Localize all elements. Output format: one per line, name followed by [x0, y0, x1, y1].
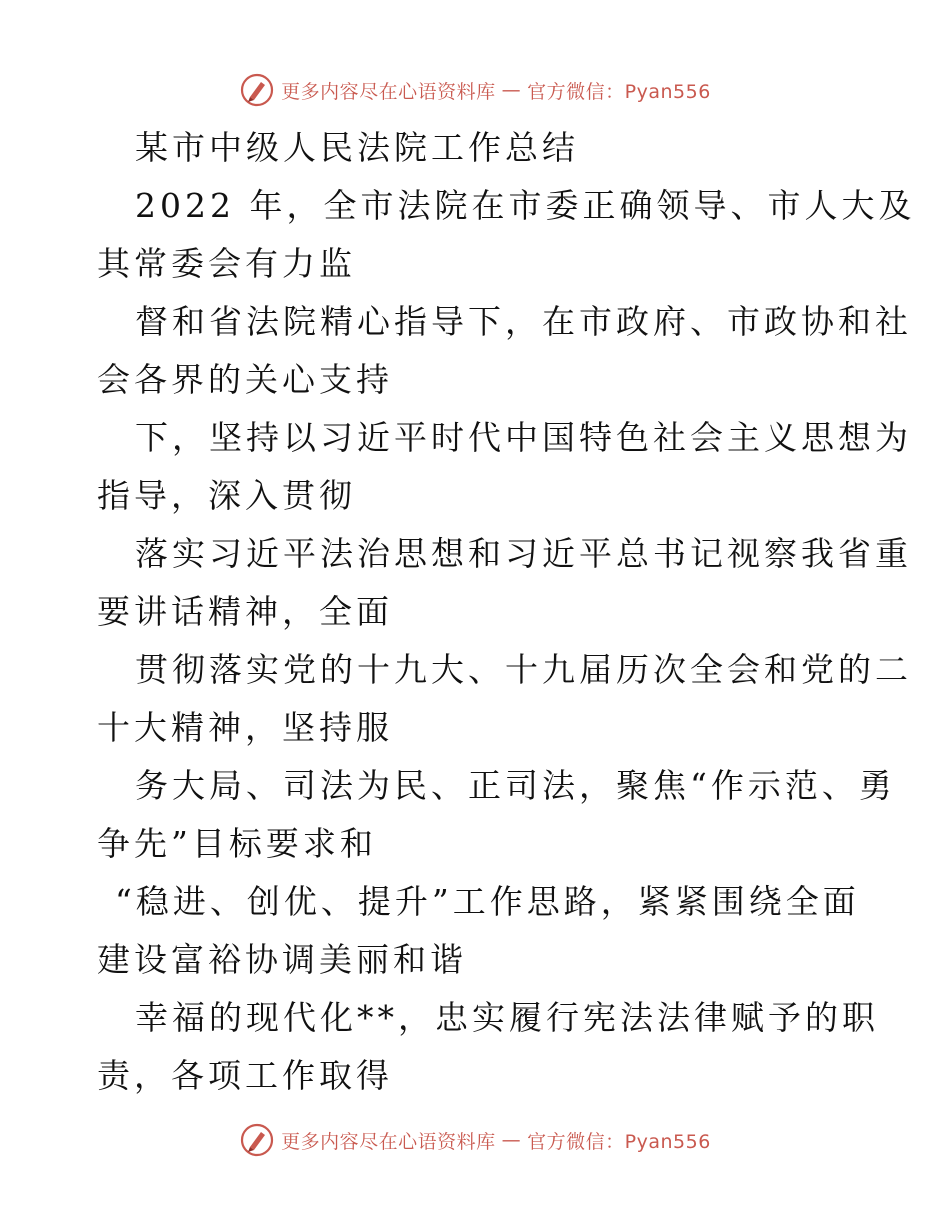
text-line: 建设富裕协调美丽和谐 — [97, 940, 467, 979]
document-title: 某市中级人民法院工作总结 — [135, 128, 579, 167]
text-line: 贯彻落实党的十九大、十九届历次全会和党的二 — [135, 650, 912, 689]
watermark-wechat-text: 官方微信：Pyan556 — [527, 1130, 711, 1153]
footer-watermark — [0, 1120, 950, 1160]
text-line: 要讲话精神，全面 — [97, 592, 393, 631]
watermark-dash: — — [501, 79, 522, 101]
text-line: 下，坚持以习近平时代中国特色社会主义思想为 — [135, 418, 912, 457]
text-line: 幸福的现代化**，忠实履行宪法法律赋予的职 — [135, 998, 879, 1037]
text-line: 争先”目标要求和 — [97, 824, 377, 863]
watermark-wechat-text: 官方微信：Pyan556 — [527, 80, 711, 103]
text-line: 责，各项工作取得 — [97, 1056, 393, 1095]
text-line: 2022 年，全市法院在市委正确领导、市人大及 — [135, 186, 916, 225]
watermark-brand-text: 更多内容尽在心语资料库 — [281, 80, 496, 103]
watermark-dash: — — [501, 1129, 522, 1151]
text-line: 落实习近平法治思想和习近平总书记视察我省重 — [135, 534, 912, 573]
text-line: 其常委会有力监 — [97, 244, 356, 283]
text-line: “稳进、创优、提升”工作思路，紧紧围绕全面 — [115, 882, 860, 921]
text-line: 十大精神，坚持服 — [97, 708, 393, 747]
pen-seal-icon — [239, 1122, 275, 1158]
watermark-brand-text: 更多内容尽在心语资料库 — [281, 1130, 496, 1153]
header-watermark — [0, 70, 950, 110]
text-line: 指导，深入贯彻 — [97, 476, 356, 515]
text-line: 督和省法院精心指导下，在市政府、市政协和社 — [135, 302, 912, 341]
text-line: 务大局、司法为民、正司法，聚焦“作示范、勇 — [135, 766, 896, 805]
pen-seal-icon — [239, 72, 275, 108]
text-line: 会各界的关心支持 — [97, 360, 393, 399]
